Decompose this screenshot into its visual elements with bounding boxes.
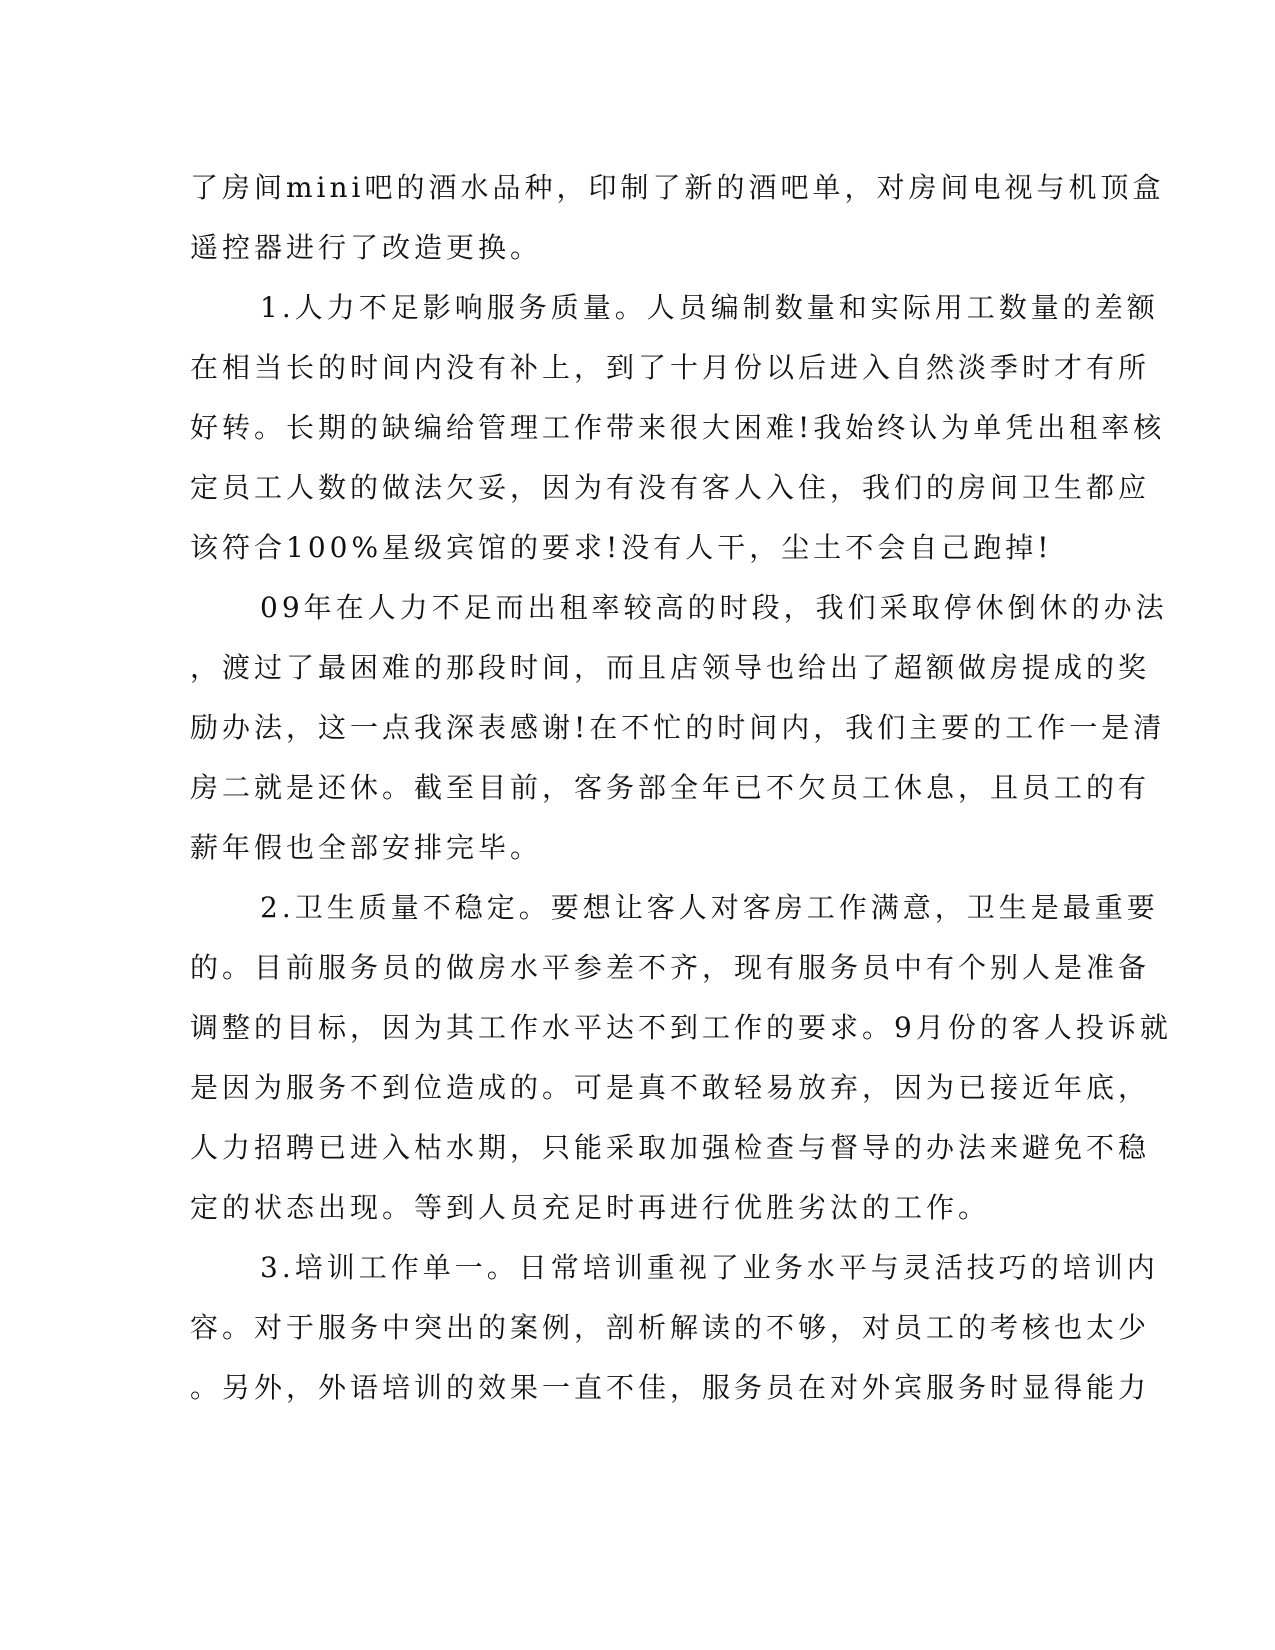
text-line: 好转。长期的缺编给管理工作带来很大困难!我始终认为单凭出租率核 xyxy=(190,411,1166,444)
text-line: 房二就是还休。截至目前，客务部全年已不欠员工休息，且员工的有 xyxy=(190,771,1151,804)
text-line: 是因为服务不到位造成的。可是真不敢轻易放弃，因为已接近年底， xyxy=(190,1071,1151,1104)
document-body xyxy=(190,158,1172,1418)
text-line: 了房间mini吧的酒水品种，印制了新的酒吧单，对房间电视与机顶盒 xyxy=(190,171,1165,204)
text-line: 励办法，这一点我深表感谢!在不忙的时间内，我们主要的工作一是清 xyxy=(190,711,1166,744)
text-line: 薪年假也全部安排完毕。 xyxy=(190,831,543,864)
paragraph-first-line: 2.卫生质量不稳定。要想让客人对客房工作满意，卫生是最重要 xyxy=(260,891,1159,924)
text-line: 定的状态出现。等到人员充足时再进行优胜劣汰的工作。 xyxy=(190,1191,991,1224)
text-line: 人力招聘已进入枯水期，只能采取加强检查与督导的办法来避免不稳 xyxy=(190,1131,1151,1164)
text-line: ，渡过了最困难的那段时间，而且店领导也给出了超额做房提成的奖 xyxy=(190,651,1151,684)
text-line: 的。目前服务员的做房水平参差不齐，现有服务员中有个别人是准备 xyxy=(190,951,1151,984)
text-line: 调整的目标，因为其工作水平达不到工作的要求。9月份的客人投诉就 xyxy=(190,1011,1172,1044)
text-line: 该符合100%星级宾馆的要求!没有人干，尘土不会自己跑掉! xyxy=(190,531,1053,564)
paragraph-first-line: 09年在人力不足而出租率较高的时段，我们采取停休倒休的办法 xyxy=(260,591,1168,624)
text-line: 遥控器进行了改造更换。 xyxy=(190,231,543,264)
text-line: 在相当长的时间内没有补上，到了十月份以后进入自然淡季时才有所 xyxy=(190,351,1151,384)
text-line: 容。对于服务中突出的案例，剖析解读的不够，对员工的考核也太少 xyxy=(190,1311,1151,1344)
paragraph-first-line: 1.人力不足影响服务质量。人员编制数量和实际用工数量的差额 xyxy=(260,291,1159,324)
text-line: 定员工人数的做法欠妥，因为有没有客人入住，我们的房间卫生都应 xyxy=(190,471,1151,504)
text-line: 。另外，外语培训的效果一直不佳，服务员在对外宾服务时显得能力 xyxy=(190,1371,1151,1404)
paragraph-first-line: 3.培训工作单一。日常培训重视了业务水平与灵活技巧的培训内 xyxy=(260,1251,1159,1284)
